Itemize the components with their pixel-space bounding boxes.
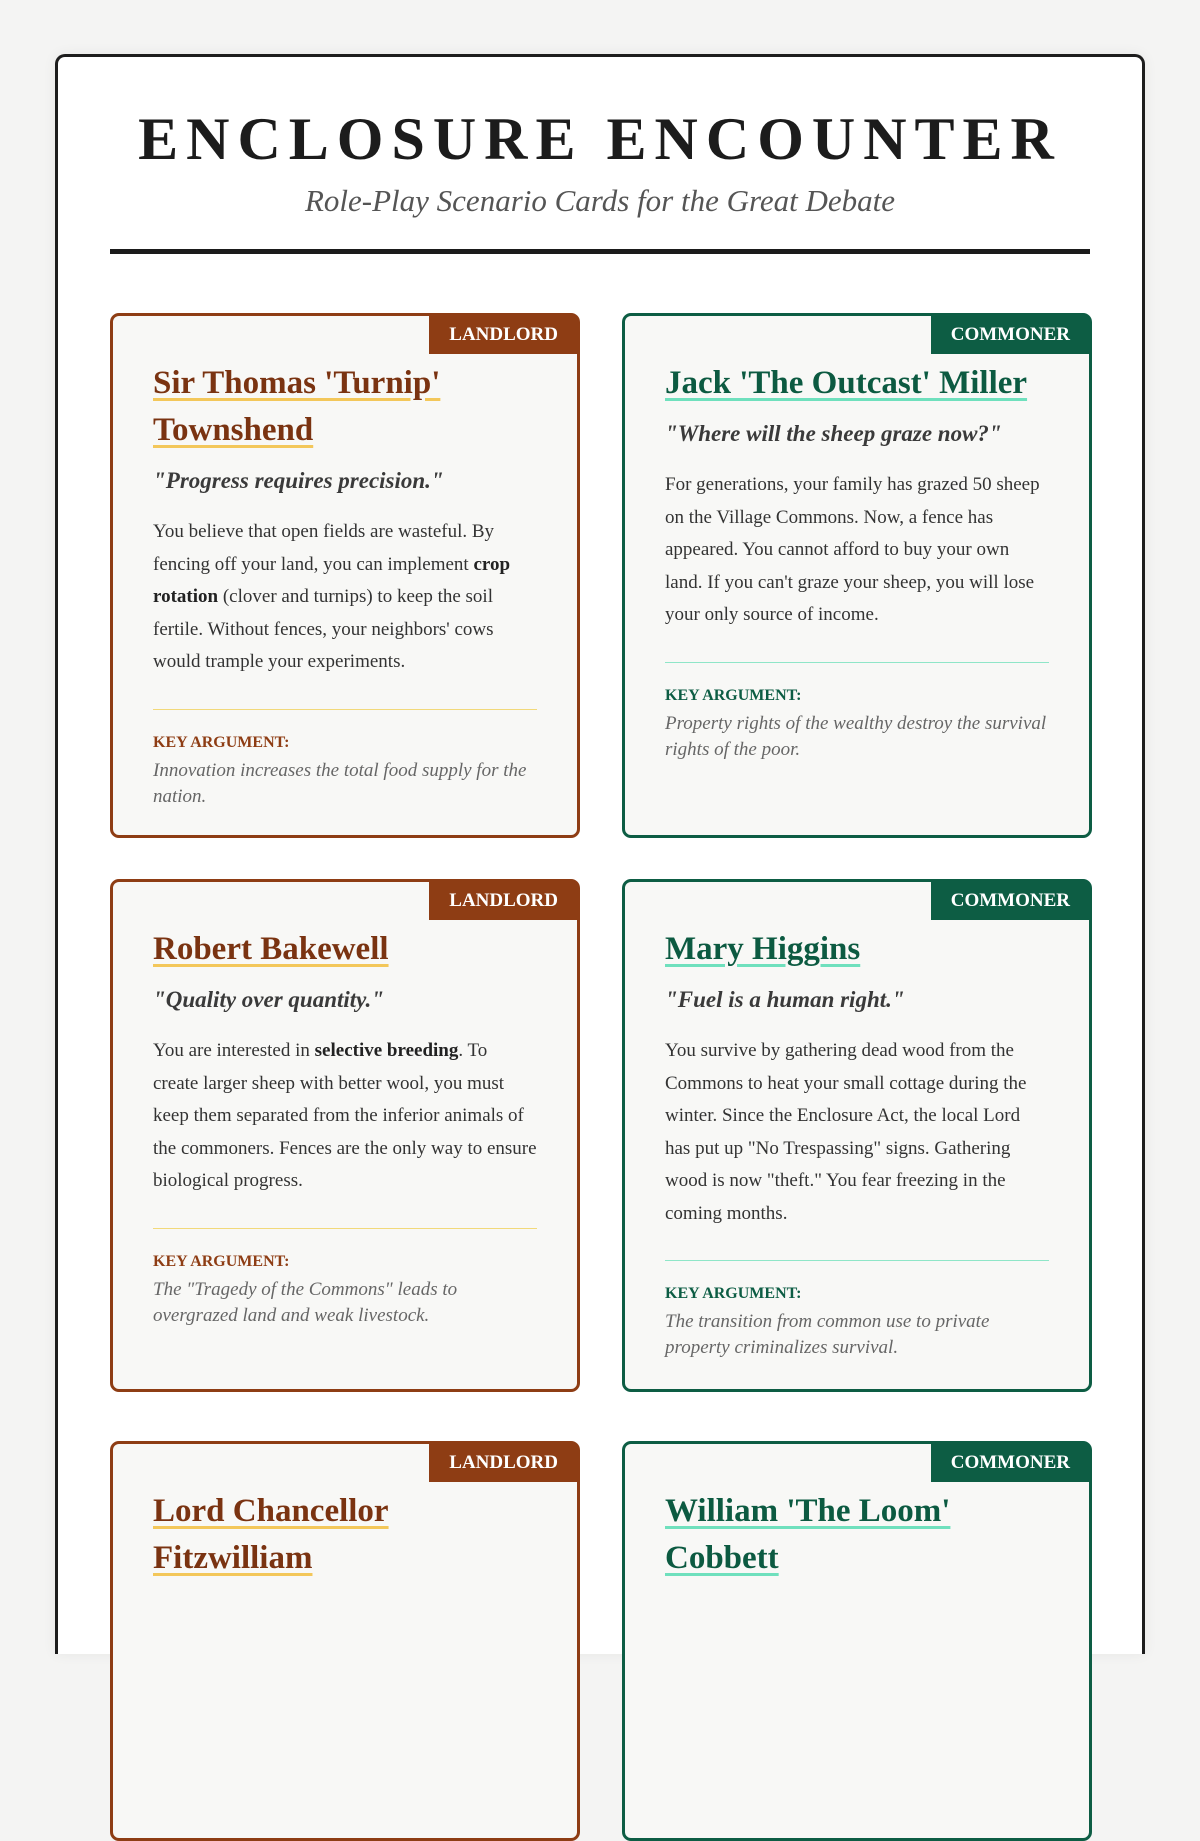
header-divider (110, 249, 1090, 254)
description-text: You believe that open fields are wasteful. By fencing off your land, you can implement (153, 521, 495, 575)
card-divider (153, 1228, 537, 1229)
key-argument-text: The "Tragedy of the Commons" leads to overgrazed land and weak livestock. (153, 1278, 458, 1326)
character-name-text: Jack 'The Outcast' Miller (665, 365, 1028, 401)
character-name (665, 1488, 1049, 1582)
card-divider (665, 662, 1049, 663)
card-divider (153, 709, 537, 710)
key-argument-text: Innovation increases the total food supply for the nation. (153, 759, 527, 807)
description-text: You are interested in (153, 1040, 315, 1061)
page-title: ENCLOSURE ENCOUNTER (138, 106, 1062, 172)
character-name-text: Mary Higgins (665, 931, 861, 967)
key-argument-label: KEY ARGUMENT: (665, 1285, 802, 1302)
character-description (153, 516, 537, 679)
role-card[interactable] (622, 879, 1092, 1392)
page-subtitle: Role-Play Scenario Cards for the Great Debate (304, 183, 896, 218)
character-name-text: Robert Bakewell (153, 931, 389, 967)
character-quote: "Progress requires precision." (153, 468, 444, 493)
key-argument-label: KEY ARGUMENT: (665, 686, 802, 704)
description-text: For generations, your family has grazed 50 sheep on the Village Commons. Now, a fence has appeared. You cannot afford to buy your own land. If you can't graze your sheep, you will lose your only source of income. (665, 474, 1040, 625)
page-sheet (55, 54, 1145, 1654)
description-text: (clover and turnips) to keep the soil fertile. Without fences, your neighbors' cows would trample your experiments. (153, 586, 494, 672)
card-divider (665, 1260, 1049, 1261)
key-argument-text: Property rights of the wealthy destroy the survival rights of the poor. (665, 712, 1047, 760)
character-name-text: William 'The Loom' Cobbett (665, 1493, 951, 1576)
character-name (153, 1488, 537, 1582)
role-badge: LANDLORD (429, 881, 578, 920)
character-name (665, 360, 1049, 407)
key-argument-label: KEY ARGUMENT: (153, 1252, 290, 1270)
role-badge: COMMONER (931, 881, 1090, 920)
key-argument-label: KEY ARGUMENT: (153, 733, 290, 751)
role-card[interactable] (622, 313, 1092, 838)
role-badge: COMMONER (931, 315, 1090, 354)
character-quote: "Fuel is a human right." (665, 987, 905, 1012)
role-badge: LANDLORD (429, 1443, 578, 1482)
description-emphasis: selective breeding (314, 1040, 459, 1061)
role-card[interactable] (110, 1441, 580, 1841)
role-card[interactable] (622, 1441, 1092, 1841)
role-card[interactable] (110, 879, 580, 1392)
character-description (153, 1035, 537, 1198)
character-description (665, 1035, 1049, 1230)
character-quote: "Where will the sheep graze now?" (665, 421, 1002, 446)
role-badge: LANDLORD (429, 315, 578, 354)
character-name (153, 926, 537, 973)
key-argument-text: The transition from common use to private property criminalizes survival. (665, 1311, 990, 1358)
role-card[interactable] (110, 313, 580, 838)
description-text: . To create larger sheep with better wool, you must keep them separated from the inferior animals of the commoners. Fences are the only way to ensure biological progress. (153, 1040, 537, 1191)
description-emphasis: crop rotation (153, 553, 511, 607)
character-quote: "Quality over quantity." (153, 987, 385, 1012)
role-badge: COMMONER (931, 1443, 1090, 1482)
character-name (153, 360, 537, 454)
page-header (58, 57, 1142, 219)
character-name-text: Sir Thomas 'Turnip' Townshend (153, 365, 441, 448)
character-description (665, 469, 1049, 632)
character-name (665, 926, 1049, 973)
character-name-text: Lord Chancellor Fitzwilliam (153, 1493, 389, 1576)
description-text: You survive by gathering dead wood from the Commons to heat your small cottage during the winter. Since the Enclosure Act, the local Lord has put up "No Trespassing" signs. Gathering wood is now "theft." You fear freezing in the coming months. (665, 1040, 1027, 1224)
